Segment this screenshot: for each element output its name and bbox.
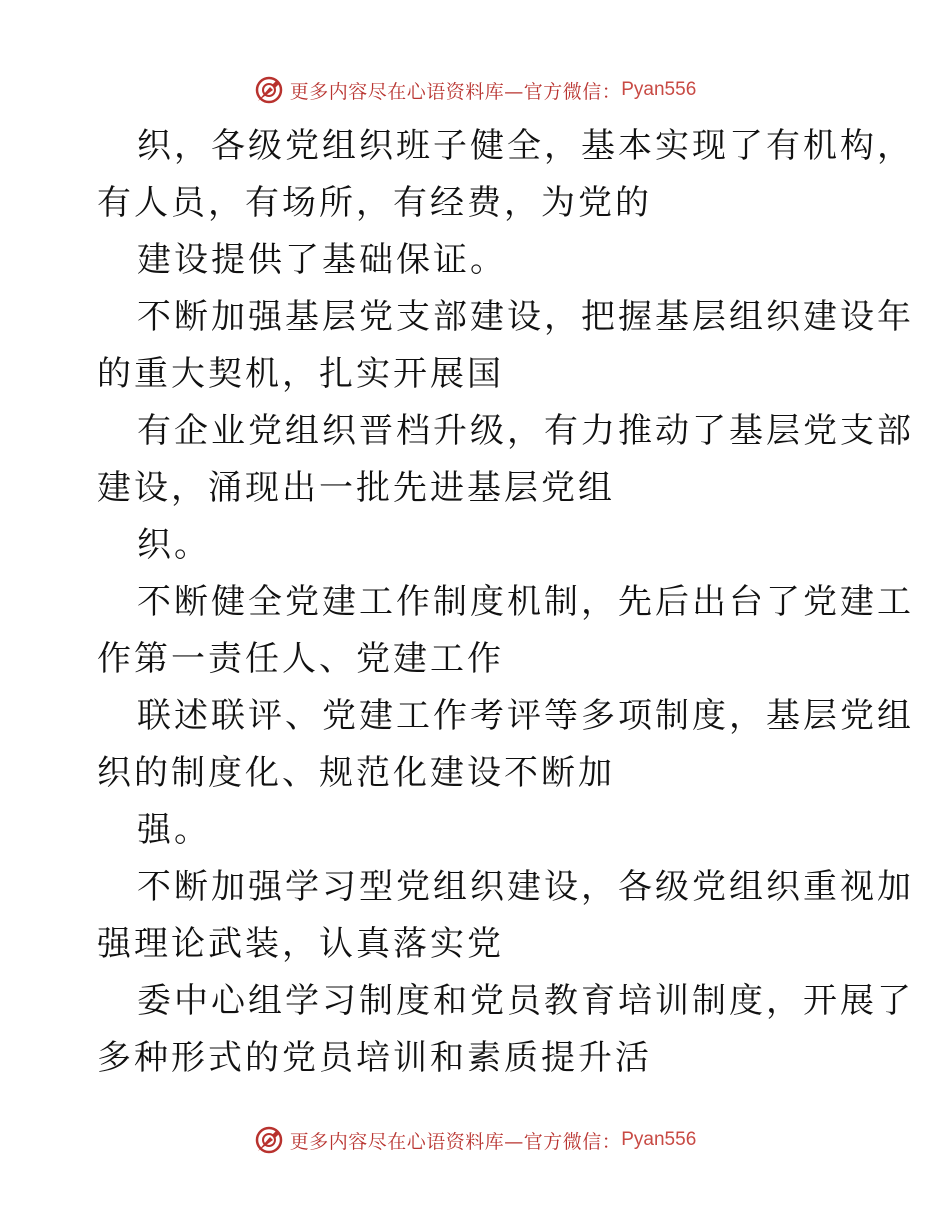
- pen-logo-icon: [254, 75, 284, 105]
- header-banner: [0, 70, 950, 110]
- text-line: 联述联评、党建工作考评等多项制度，基层党组: [137, 696, 914, 736]
- header-banner-text: 更多内容尽在心语资料库—官方微信：: [289, 80, 622, 103]
- text-line: 织。: [137, 525, 211, 565]
- text-line: 织的制度化、规范化建设不断加: [97, 753, 615, 793]
- footer-banner-text: 更多内容尽在心语资料库—官方微信：: [289, 1130, 622, 1153]
- text-line: 有企业党组织晋档升级，有力推动了基层党支部: [137, 411, 914, 451]
- text-line: 建设，涌现出一批先进基层党组: [97, 468, 615, 508]
- text-line: 强理论武装，认真落实党: [97, 924, 504, 964]
- text-line: 织，各级党组织班子健全，基本实现了有机构，: [137, 126, 914, 166]
- text-line: 委中心组学习制度和党员教育培训制度，开展了: [137, 981, 914, 1021]
- footer-banner: [0, 1120, 950, 1160]
- header-wechat-handle: Pyan556: [621, 79, 697, 100]
- document-body: [97, 118, 914, 1087]
- text-line: 建设提供了基础保证。: [137, 240, 507, 280]
- text-line: 作第一责任人、党建工作: [97, 639, 504, 679]
- text-line: 不断健全党建工作制度机制，先后出台了党建工: [137, 582, 914, 622]
- text-line: 的重大契机，扎实开展国: [97, 354, 504, 394]
- text-line: 不断加强学习型党组织建设，各级党组织重视加: [137, 867, 914, 907]
- text-line: 强。: [137, 810, 211, 850]
- pen-logo-icon: [254, 1125, 284, 1155]
- footer-wechat-handle: Pyan556: [621, 1129, 697, 1150]
- text-line: 有人员，有场所，有经费，为党的: [97, 183, 652, 223]
- text-line: 不断加强基层党支部建设，把握基层组织建设年: [137, 297, 914, 337]
- text-line: 多种形式的党员培训和素质提升活: [97, 1038, 652, 1078]
